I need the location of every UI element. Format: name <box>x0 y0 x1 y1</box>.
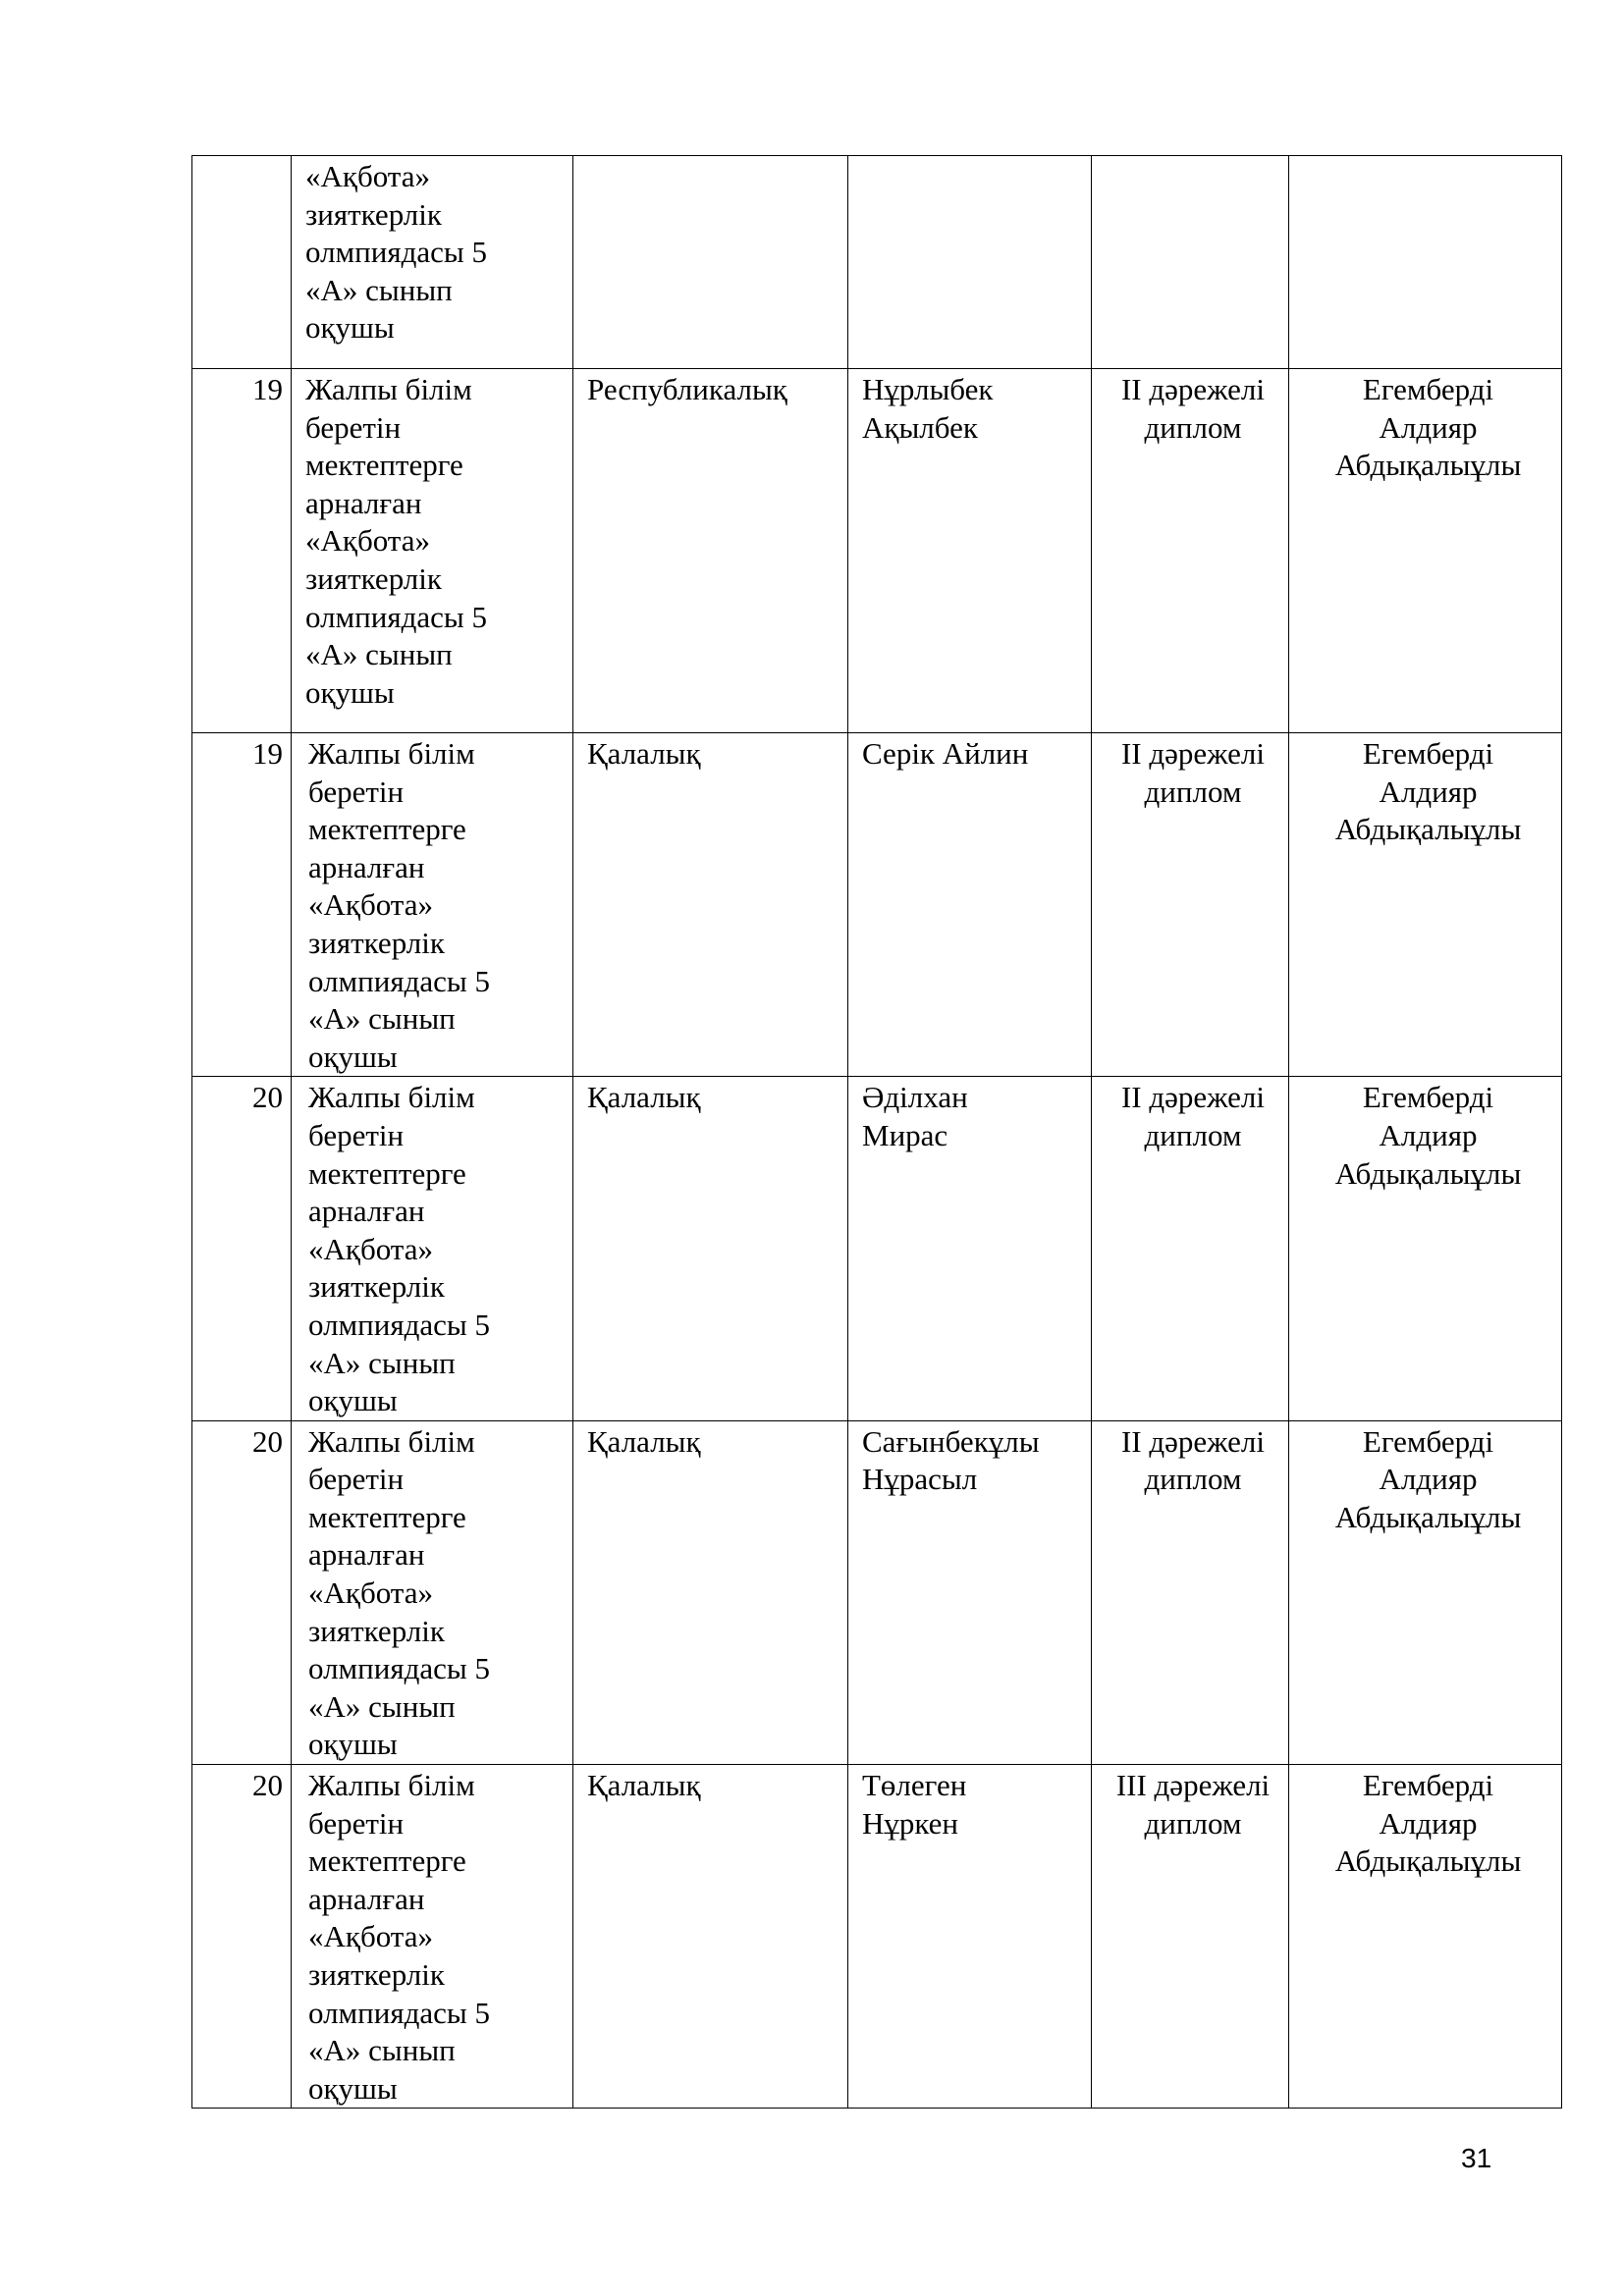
event-cell: Жалпы білім беретін мектептерге арналған «Ақбота» зияткерлік олмпиядасы 5 «А» сынып оқушы <box>292 369 573 733</box>
table-row <box>192 1765 1562 2109</box>
student-cell: Сағынбекұлы Нұрасыл <box>848 1420 1092 1764</box>
row-number-cell: 20 <box>192 1077 292 1420</box>
teacher-cell: Егемберді Алдияр Абдықалыұлы <box>1289 1420 1562 1764</box>
row-number-cell: 20 <box>192 1420 292 1764</box>
student-cell: Төлеген Нұркен <box>848 1765 1092 2109</box>
student-cell <box>848 156 1092 369</box>
row-number-cell: 20 <box>192 1765 292 2109</box>
award-cell <box>1092 156 1289 369</box>
row-number-cell <box>192 156 292 369</box>
level-cell: Қалалық <box>573 1765 848 2109</box>
event-cell: Жалпы білім беретін мектептерге арналған «Ақбота» зияткерлік олмпиядасы 5 «А» сынып оқушы <box>292 1077 573 1420</box>
event-cell: Жалпы білім беретін мектептерге арналған «Ақбота» зияткерлік олмпиядасы 5 «А» сынып оқушы <box>292 1765 573 2109</box>
award-cell: ІІ дәрежелі диплом <box>1092 733 1289 1077</box>
table-row <box>192 1077 1562 1420</box>
row-number-cell: 19 <box>192 369 292 733</box>
teacher-cell: Егемберді Алдияр Абдықалыұлы <box>1289 1077 1562 1420</box>
table-row <box>192 733 1562 1077</box>
award-cell: ІІ дәрежелі диплом <box>1092 369 1289 733</box>
student-cell: Нұрлыбек Ақылбек <box>848 369 1092 733</box>
level-cell: Қалалық <box>573 733 848 1077</box>
level-cell <box>573 156 848 369</box>
table-row <box>192 369 1562 733</box>
table-row <box>192 1420 1562 1764</box>
award-cell: ІІ дәрежелі диплом <box>1092 1420 1289 1764</box>
award-cell: ІІІ дәрежелі диплом <box>1092 1765 1289 2109</box>
student-cell: Серік Айлин <box>848 733 1092 1077</box>
level-cell: Қалалық <box>573 1077 848 1420</box>
teacher-cell: Егемберді Алдияр Абдықалыұлы <box>1289 369 1562 733</box>
table-row <box>192 156 1562 369</box>
row-number-cell: 19 <box>192 733 292 1077</box>
student-cell: Әділхан Мирас <box>848 1077 1092 1420</box>
teacher-cell <box>1289 156 1562 369</box>
level-cell: Қалалық <box>573 1420 848 1764</box>
level-cell: Республикалық <box>573 369 848 733</box>
event-cell: «Ақбота» зияткерлік олмпиядасы 5 «А» сынып оқушы <box>292 156 573 369</box>
results-table <box>191 155 1562 2109</box>
teacher-cell: Егемберді Алдияр Абдықалыұлы <box>1289 1765 1562 2109</box>
event-cell: Жалпы білім беретін мектептерге арналған «Ақбота» зияткерлік олмпиядасы 5 «А» сынып оқушы <box>292 733 573 1077</box>
event-cell: Жалпы білім беретін мектептерге арналған «Ақбота» зияткерлік олмпиядасы 5 «А» сынып оқушы <box>292 1420 573 1764</box>
teacher-cell: Егемберді Алдияр Абдықалыұлы <box>1289 733 1562 1077</box>
page-number: 31 <box>1461 2143 1492 2173</box>
award-cell: ІІ дәрежелі диплом <box>1092 1077 1289 1420</box>
